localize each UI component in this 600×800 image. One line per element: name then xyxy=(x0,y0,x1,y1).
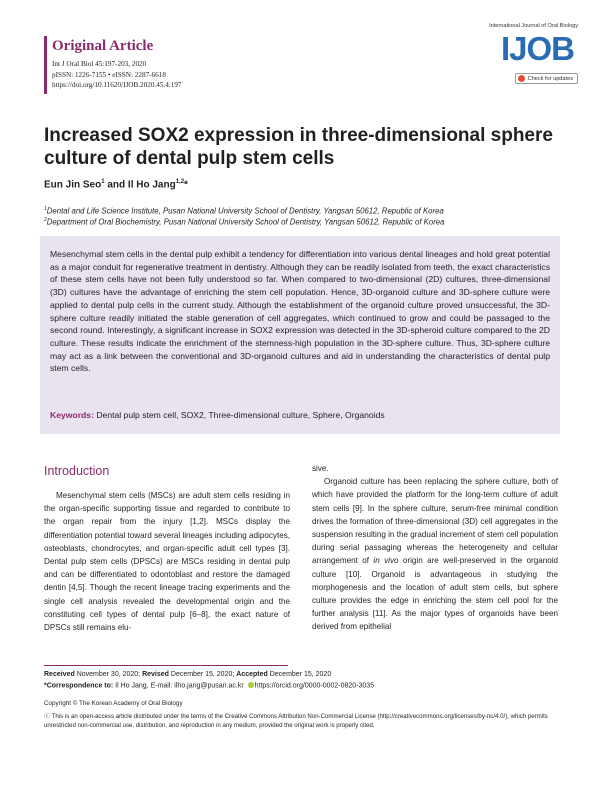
journal-name: International Journal of Oral Biology xyxy=(489,23,578,29)
paragraph-continuation: sive. xyxy=(312,464,329,473)
body-column-right xyxy=(312,462,558,634)
paragraph: Organoid culture has been replacing the sphere culture, both of which have provided the platform for the long-term culture of adult stem cells [9]. In the sphere culture, serum-free minimal condition drives the formation of three-dimensional (3D) cell aggregates in the suspension resulting in the gradual increment of stem cell population during serial passaging whereas the heterogeneity and cellular arrangement of in vivo origin are well-preserved in the organoid culture [10]. Organoid is advantageous in studying the morphogenesis and the location of adult stem cells, but sphere culture provides the edge in enriching the stem cell pool for the further analysis [11]. As the major types of organoids have been derived from epithelial xyxy=(312,477,559,632)
check-updates-icon xyxy=(518,75,525,82)
issn: pISSN: 1226-7155 • eISSN: 2287-6618 xyxy=(52,70,166,79)
citation: Int J Oral Biol 45:197-203, 2020 xyxy=(52,60,147,68)
keywords-label: Keywords: xyxy=(50,410,94,420)
citation-block xyxy=(52,59,181,91)
affiliation-2: $^2$Department of Oral Biochemistry, Pusan National University School of Dentistry, Yangsan 50612, Republic of Korea xyxy=(44,217,445,227)
doi-link[interactable]: https://doi.org/10.11620/IJOB.2020.45.4.197 xyxy=(52,81,182,89)
body-column-left xyxy=(44,489,290,634)
author-line xyxy=(44,179,188,190)
author-2-affil: 1,2 xyxy=(175,179,185,185)
journal-logo: IJOB xyxy=(500,30,574,67)
corresponding-mark: * xyxy=(184,179,188,191)
cc-icon: ⓒ xyxy=(44,713,52,720)
license-text: ⓒ This is an open-access article distributed under the terms of the Creative Commons Attribution Non-Commercial License (http://creativecommons.org/licenses/by-nc/4.0/), which permits unrestricted non-commercial use, distribution, and reproduction in any medium, provided the original work is properly cited. xyxy=(44,713,548,729)
introduction-heading: Introduction xyxy=(44,464,110,478)
section-label: Original Article xyxy=(52,38,154,54)
affiliation-1: $^1$Dental and Life Science Institute, Pusan National University School of Dentistry, Yangsan 50612, Republic of Korea xyxy=(44,206,444,216)
keywords xyxy=(50,410,550,420)
orcid-link[interactable]: https://orcid.org/0000-0002-0820-3035 xyxy=(254,682,375,690)
paragraph: Mesenchymal stem cells (MSCs) are adult stem cells residing in the organ-specific supporting tissue and regarded to contribute to the organ repair from the injury [1,2]. MSCs display the differentiation potential toward several lineages including adipocytes, osteoblasts, chondrocytes, and organ-specific adult cell types [3]. Dental pulp stem cells (DPSCs) are MSCs residing in dental pulp and can be differentiated to odontoblast and restore the damaged dentin [4,5]. Though the recent lineage tracing experiments and the single cell analysis revealed the developmental origin and the constituting cell types of dental pulp [6–8], the exact nature of DPSCs still remains elu- xyxy=(44,491,290,633)
author-2: and Il Ho Jang xyxy=(104,179,176,191)
copyright: Copyright © The Korean Academy of Oral Biology xyxy=(44,700,183,707)
author-1-affil: 1 xyxy=(101,179,105,185)
check-updates-button[interactable] xyxy=(515,73,578,84)
footer-divider xyxy=(44,665,288,666)
author-1: Eun Jin Seo xyxy=(44,179,102,191)
check-updates-label: Check for updates xyxy=(527,75,573,82)
dates-line: Received November 30, 2020; Revised December 15, 2020; Accepted December 15, 2020 xyxy=(44,671,332,678)
correspondence-line: *Correspondence to: Il Ho Jang, E-mail: ilho.jang@pusan.ac.kr https://orcid.org/0000-0002-0820-3035 xyxy=(44,682,375,690)
section-accent-bar xyxy=(44,36,47,94)
article-title: Increased SOX2 expression in three-dimensional sphere culture of dental pulp stem cells xyxy=(44,125,553,169)
abstract-text: Mesenchymal stem cells in the dental pulp exhibit a tendency for differentiation into various dental lineages and hold great potential as a major conduit for regenerative treatment in dentistry. Although they can be readily isolated from teeth, the exact characteristics of these stem cells have not been fully understood so far. When compared to two-dimensional (2D) cultures, three-dimensional (3D) cultures have the advantage of enriching the stem cell population. Hence, 3D-organoid culture and 3D-sphere culture were applied to dental pulp cells in the current study. Although the establishment of the organoid culture proved unsuccessful, the 3D-sphere culture readily initiated the stable generation of cell aggregates, which continued to grow and could be passaged to the second round. Interestingly, a significant increase in SOX2 expression was detected in the 3D-spheroid culture compared to the 2D culture. These results indicate the enrichment of the stemness-high population in the 3D-sphere culture. Thus, 3D-sphere culture may act as a link between the conventional and 3D-organoid cultures and aid in understanding the characteristics of dental pulp stem cells. xyxy=(50,249,550,374)
orcid-icon xyxy=(248,682,254,688)
keywords-list: Dental pulp stem cell, SOX2, Three-dimensional culture, Sphere, Organoids xyxy=(96,410,385,420)
